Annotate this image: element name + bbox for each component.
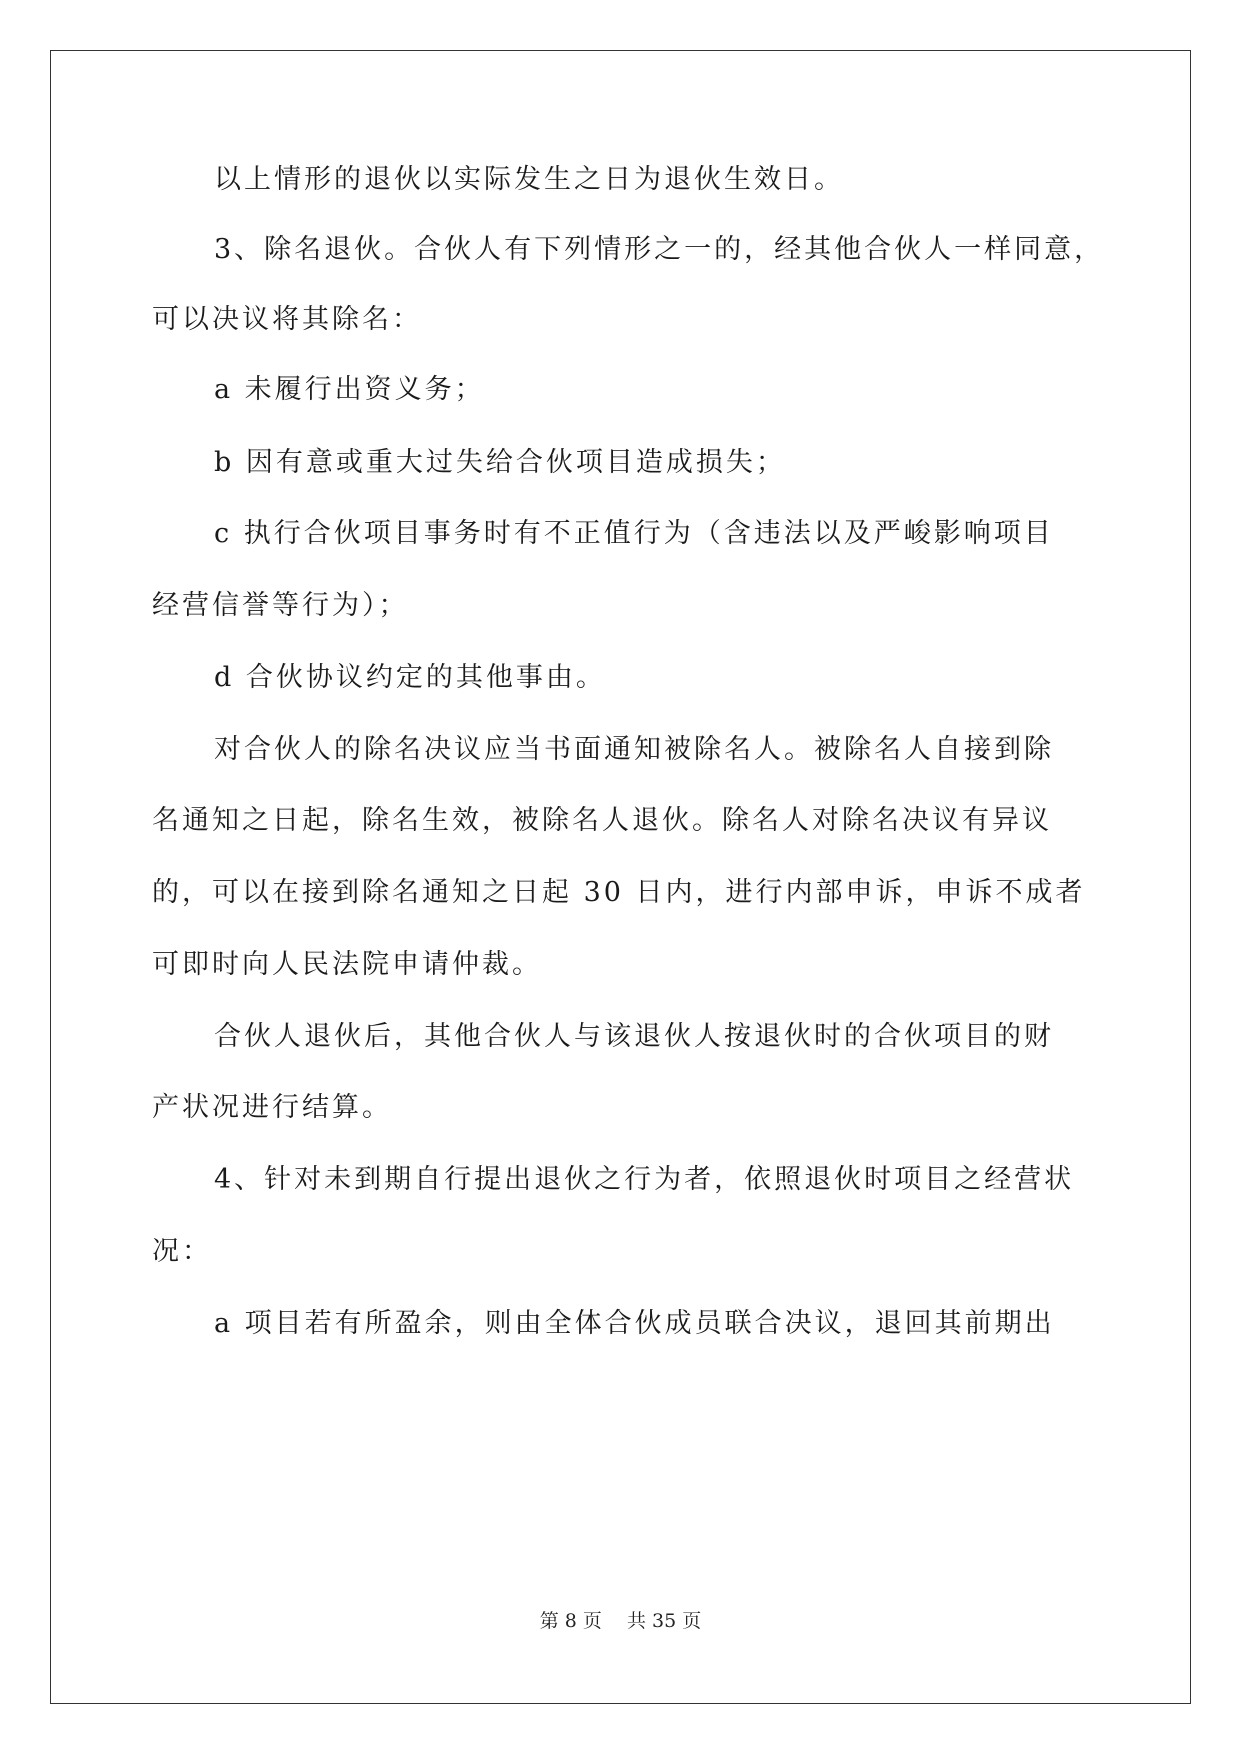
text-line: 4、针对未到期自行提出退伙之行为者，依照退伙时项目之经营状 [214, 1164, 1075, 1195]
text-line: b 因有意或重大过失给合伙项目造成损失； [214, 447, 786, 478]
text-line: a 项目若有所盈余，则由全体合伙成员联合决议，退回其前期出 [214, 1308, 1055, 1339]
text-line: 对合伙人的除名决议应当书面通知被除名人。被除名人自接到除 [214, 734, 1054, 765]
text-line: 产状况进行结算。 [152, 1092, 392, 1123]
text-line: 经营信誉等行为）； [152, 590, 409, 621]
text-line: 以上情形的退伙以实际发生之日为退伙生效日。 [214, 164, 844, 195]
page-number-footer: 第 8 页 共 35 页 [539, 1610, 702, 1632]
text-line: 的，可以在接到除名通知之日起 30 日内，进行内部申诉，申诉不成者 [152, 877, 1086, 908]
text-line: 况： [152, 1236, 212, 1267]
text-line: 可以决议将其除名： [152, 304, 422, 335]
text-line: a 未履行出资义务； [214, 374, 485, 405]
text-line: 合伙人退伙后，其他合伙人与该退伙人按退伙时的合伙项目的财 [214, 1021, 1054, 1052]
text-line: 名通知之日起，除名生效，被除名人退伙。除名人对除名决议有异议 [152, 805, 1052, 836]
text-line: c 执行合伙项目事务时有不正值行为（含违法以及严峻影响项目 [214, 518, 1054, 549]
text-line: 可即时向人民法院申请仲裁。 [152, 949, 542, 980]
text-line: d 合伙协议约定的其他事由。 [214, 662, 606, 693]
text-line: 3、除名退伙。合伙人有下列情形之一的，经其他合伙人一样同意， [214, 234, 1105, 265]
